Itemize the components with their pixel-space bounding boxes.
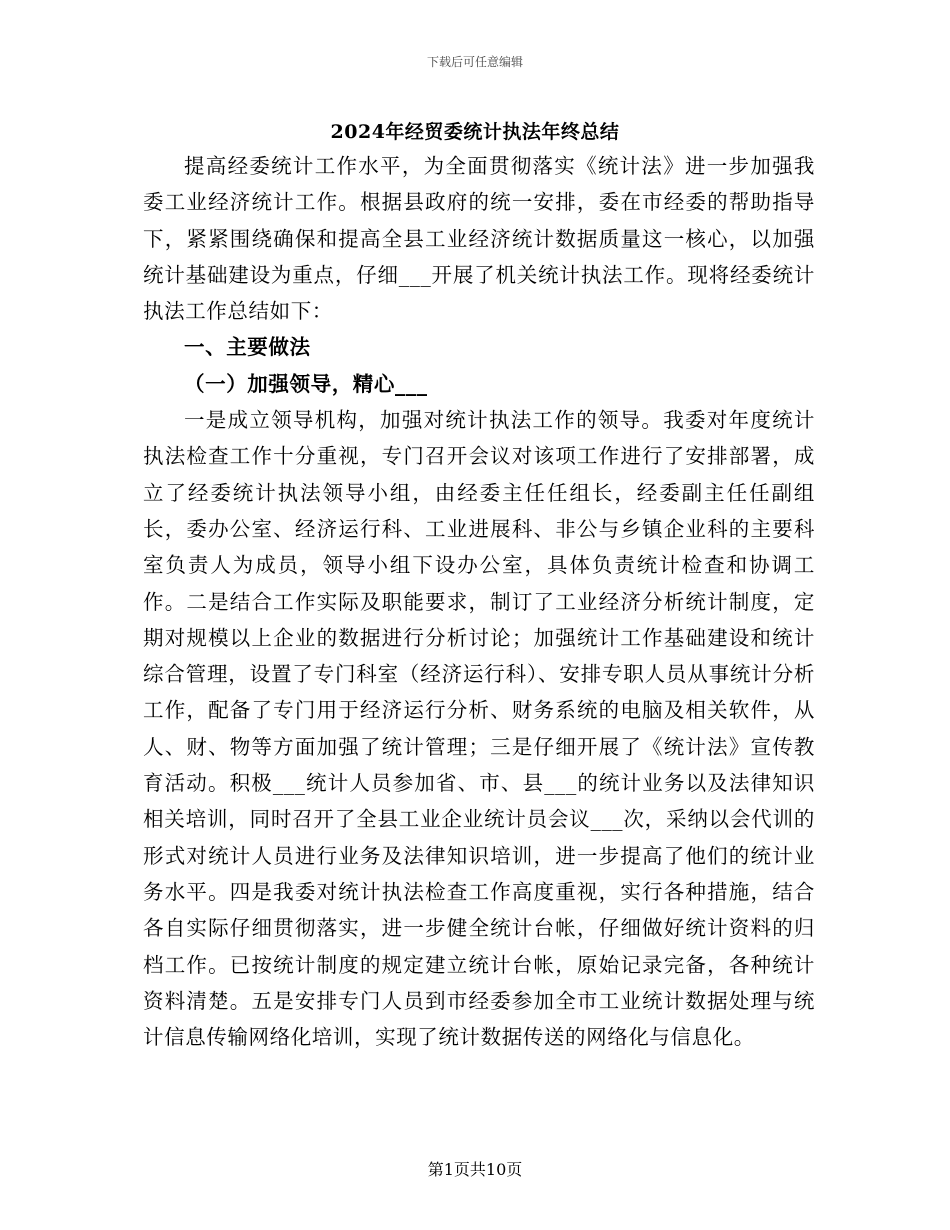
section-heading: 一、主要做法 [184, 335, 311, 360]
page-footer: 第1页共10页 [427, 1160, 523, 1179]
subsection-heading: （一）加强领导，精心___ [184, 371, 428, 396]
intro-paragraph: 提高经委统计工作水平，为全面贯彻落实《统计法》进一步加强我委工业经济统计工作。根据县政府的统一安排，委在市经委的帮助指导下，紧紧围绕确保和提高全县工业经济统计数据质量这一核心，以加强统计基础建设为重点，仔细___开展了机关统计执法工作。现将经委统计执法工作总结如下： [143, 154, 815, 324]
header-note: 下载后可任意编辑 [426, 55, 523, 69]
body-paragraph: 一是成立领导机构，加强对统计执法工作的领导。我委对年度统计执法检查工作十分重视，专门召开会议对该项工作进行了安排部署，成立了经委统计执法领导小组，由经委主任任组长，经委副主任任副组长，委办公室、经济运行科、工业进展科、非公与乡镇企业科的主要科室负责人为成员，领导小组下设办公室，具体负责统计检查和协调工作。二是结合工作实际及职能要求，制订了工业经济分析统计制度，定期对规模以上企业的数据进行分析讨论；加强统计工作基础建设和统计综合管理，设置了专门科室（经济运行科）、安排专职人员从事统计分析工作，配备了专门用于经济运行分析、财务系统的电脑及相关软件，从人、财、物等方面加强了统计管理；三是仔细开展了《统计法》宣传教育活动。积极___统计人员参加省、市、县___的统计业务以及法律知识相关培训，同时召开了全县工业企业统计员会议___次，采纳以会代训的形式对统计人员进行业务及法律知识培训，进一步提高了他们的统计业务水平。四是我委对统计执法检查工作高度重视，实行各种措施，结合各自实际仔细贯彻落实，进一步健全统计台帐，仔细做好统计资料的归档工作。已按统计制度的规定建立统计台帐，原始记录完备，各种统计资料清楚。五是安排专门人员到市经委参加全市工业统计数据处理与统计信息传输网络化培训，实现了统计数据传送的网络化与信息化。 [143, 408, 815, 1050]
document-body [143, 148, 815, 1055]
document-title: 2024年经贸委统计执法年终总结 [330, 121, 620, 143]
